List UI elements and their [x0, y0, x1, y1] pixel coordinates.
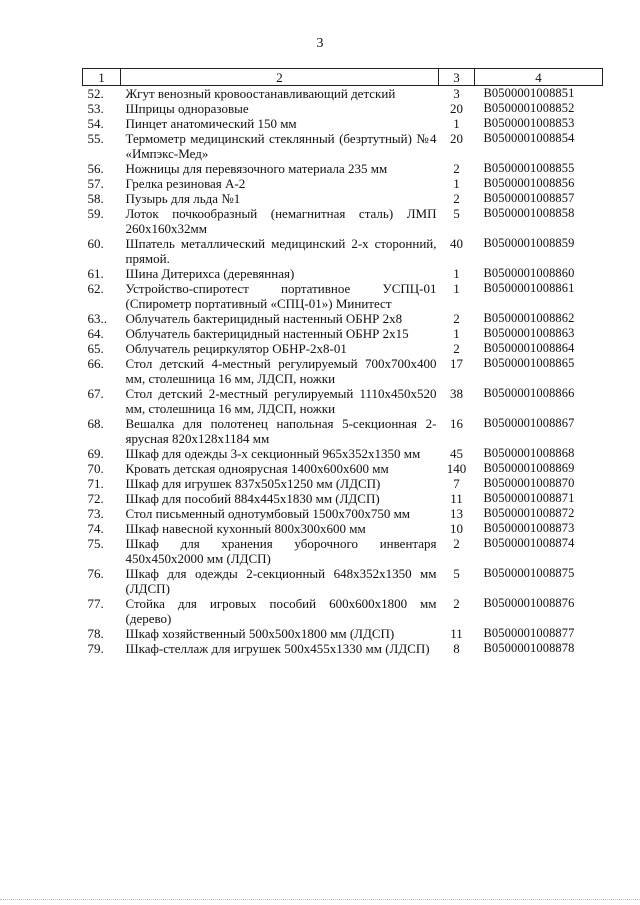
item-inventory-code: B0500001008870 — [483, 476, 575, 490]
item-inventory-code: B0500001008867 — [483, 416, 575, 430]
item-name: Стол письменный однотумбовый 1500х700х750 мм — [125, 506, 411, 521]
item-quantity: 45 — [450, 446, 463, 461]
item-inventory-code: B0500001008869 — [483, 461, 575, 475]
item-inventory-code: B0500001008862 — [483, 311, 575, 325]
item-number: 72. — [87, 491, 104, 506]
page-number: 3 — [316, 36, 324, 51]
item-name: Шпатель металлический медицинский 2-х сторонний, прямой. — [125, 236, 437, 266]
item-number: 55. — [87, 131, 104, 146]
table-row — [83, 536, 603, 566]
item-quantity: 1 — [453, 281, 460, 296]
item-inventory-code: B0500001008877 — [483, 626, 575, 640]
header-col-3: 3 — [439, 69, 475, 86]
item-quantity: 3 — [453, 86, 460, 101]
table-row — [83, 131, 603, 161]
item-number: 68. — [87, 416, 104, 431]
table-row — [83, 461, 603, 476]
inventory-table-container — [82, 68, 602, 656]
table-row — [83, 341, 603, 356]
table-row — [83, 101, 603, 116]
item-number: 59. — [87, 206, 104, 221]
table-body — [83, 86, 603, 657]
item-name: Шкаф для хранения уборочного инвентаря 450х450х2000 мм (ЛДСП) — [125, 536, 437, 566]
item-number: 61. — [87, 266, 104, 281]
inventory-table — [82, 68, 603, 656]
item-number: 71. — [87, 476, 104, 491]
item-name: Шкаф хозяйственный 500х500х1800 мм (ЛДСП) — [125, 626, 395, 641]
item-number: 58. — [87, 191, 104, 206]
item-name: Шкаф для пособий 884х445х1830 мм (ЛДСП) — [125, 491, 380, 506]
header-col-2: 2 — [121, 69, 439, 86]
item-quantity: 16 — [450, 416, 463, 431]
item-inventory-code: B0500001008861 — [483, 281, 575, 295]
item-number: 69. — [87, 446, 104, 461]
item-number: 77. — [87, 596, 104, 611]
item-number: 62. — [87, 281, 104, 296]
item-number: 57. — [87, 176, 104, 191]
item-inventory-code: B0500001008860 — [483, 266, 575, 280]
item-inventory-code: B0500001008858 — [483, 206, 575, 220]
item-quantity: 1 — [453, 266, 460, 281]
item-number: 54. — [87, 116, 104, 131]
table-row — [83, 206, 603, 236]
item-name: Устройство-спиротест портативное УСПЦ-01 (Спирометр портативный «СПЦ-01») Минитест — [125, 281, 437, 311]
item-quantity: 17 — [450, 356, 463, 371]
item-name: Жгут венозный кровоостанавливающий детский — [125, 86, 396, 101]
item-name: Стол детский 2-местный регулируемый 1110х450х520 мм, столешница 16 мм, ЛДСП, ножки — [125, 386, 437, 416]
table-row — [83, 86, 603, 102]
header-row — [83, 69, 603, 86]
item-inventory-code: B0500001008864 — [483, 341, 575, 355]
item-name: Облучатель рециркулятор ОБНР-2х8-01 — [125, 341, 347, 356]
table-row — [83, 641, 603, 656]
item-name: Шкаф для одежды 2-секционный 648х352х1350 мм (ЛДСП) — [125, 566, 437, 596]
item-number: 63.. — [87, 311, 107, 326]
item-quantity: 38 — [450, 386, 463, 401]
header-col-1: 1 — [83, 69, 121, 86]
table-row — [83, 116, 603, 131]
table-row — [83, 626, 603, 641]
table-row — [83, 281, 603, 311]
item-quantity: 1 — [453, 116, 460, 131]
item-quantity: 2 — [453, 161, 460, 176]
item-quantity: 1 — [453, 176, 460, 191]
item-number: 52. — [87, 86, 104, 101]
table-row — [83, 356, 603, 386]
item-number: 70. — [87, 461, 104, 476]
item-inventory-code: B0500001008873 — [483, 521, 575, 535]
item-number: 75. — [87, 536, 104, 551]
item-name: Кровать детская одноярусная 1400х600х600 мм — [125, 461, 389, 476]
item-inventory-code: B0500001008855 — [483, 161, 575, 175]
item-quantity: 2 — [453, 191, 460, 206]
item-name: Облучатель бактерицидный настенный ОБНР 2х15 — [125, 326, 409, 341]
item-quantity: 2 — [453, 536, 460, 551]
item-inventory-code: B0500001008874 — [483, 536, 575, 550]
item-inventory-code: B0500001008876 — [483, 596, 575, 610]
table-row — [83, 161, 603, 176]
item-number: 65. — [87, 341, 104, 356]
table-row — [83, 491, 603, 506]
item-name: Стойка для игровых пособий 600х600х1800 мм (дерево) — [125, 596, 437, 626]
item-number: 76. — [87, 566, 104, 581]
table-row — [83, 446, 603, 461]
table-row — [83, 476, 603, 491]
table-row — [83, 191, 603, 206]
item-name: Пузырь для льда №1 — [125, 191, 241, 206]
item-name: Стол детский 4-местный регулируемый 700х700х400 мм, столешница 16 мм, ЛДСП, ножки — [125, 356, 437, 386]
table-row — [83, 506, 603, 521]
item-quantity: 5 — [453, 206, 460, 221]
item-name: Шкаф-стеллаж для игрушек 500х455х1330 мм (ЛДСП) — [125, 641, 430, 656]
item-number: 56. — [87, 161, 104, 176]
table-row — [83, 416, 603, 446]
item-number: 73. — [87, 506, 104, 521]
item-quantity: 8 — [453, 641, 460, 656]
item-inventory-code: B0500001008859 — [483, 236, 575, 250]
item-name: Вешалка для полотенец напольная 5-секционная 2-ярусная 820х128х1184 мм — [125, 416, 437, 446]
item-inventory-code: B0500001008878 — [483, 641, 575, 655]
item-inventory-code: B0500001008868 — [483, 446, 575, 460]
item-inventory-code: B0500001008857 — [483, 191, 575, 205]
table-row — [83, 326, 603, 341]
item-quantity: 20 — [450, 101, 463, 116]
table-header — [83, 69, 603, 86]
item-quantity: 2 — [453, 596, 460, 611]
item-inventory-code: B0500001008853 — [483, 116, 575, 130]
table-row — [83, 566, 603, 596]
item-name: Шкаф для одежды 3-х секционный 965х352х1350 мм — [125, 446, 421, 461]
item-inventory-code: B0500001008875 — [483, 566, 575, 580]
item-quantity: 7 — [453, 476, 460, 491]
item-quantity: 1 — [453, 326, 460, 341]
table-row — [83, 386, 603, 416]
item-quantity: 40 — [450, 236, 463, 251]
item-quantity: 11 — [450, 491, 463, 506]
table-row — [83, 176, 603, 191]
table-row — [83, 266, 603, 281]
scan-edge-line — [0, 899, 640, 903]
item-name: Лоток почкообразный (немагнитная сталь) ЛМП 260х160х32мм — [125, 206, 437, 236]
item-name: Шкаф для игрушек 837х505х1250 мм (ЛДСП) — [125, 476, 381, 491]
item-name: Термометр медицинский стеклянный (безртутный) №4 «Импэкс-Мед» — [125, 131, 437, 161]
item-inventory-code: B0500001008872 — [483, 506, 575, 520]
item-number: 78. — [87, 626, 104, 641]
item-number: 67. — [87, 386, 104, 401]
item-name: Ножницы для перевязочного материала 235 мм — [125, 161, 388, 176]
item-inventory-code: B0500001008871 — [483, 491, 575, 505]
item-name: Грелка резиновая А-2 — [125, 176, 246, 191]
item-number: 74. — [87, 521, 104, 536]
item-quantity: 10 — [450, 521, 463, 536]
item-number: 64. — [87, 326, 104, 341]
item-name: Шина Дитерихса (деревянная) — [125, 266, 295, 281]
table-row — [83, 236, 603, 266]
item-name: Пинцет анатомический 150 мм — [125, 116, 297, 131]
item-inventory-code: B0500001008865 — [483, 356, 575, 370]
item-number: 66. — [87, 356, 104, 371]
item-number: 60. — [87, 236, 104, 251]
table-row — [83, 596, 603, 626]
item-quantity: 11 — [450, 626, 463, 641]
item-quantity: 5 — [453, 566, 460, 581]
item-quantity: 13 — [450, 506, 463, 521]
table-row — [83, 311, 603, 326]
item-inventory-code: B0500001008852 — [483, 101, 575, 115]
item-quantity: 140 — [446, 461, 467, 476]
item-quantity: 2 — [453, 341, 460, 356]
item-name: Облучатель бактерицидный настенный ОБНР 2х8 — [125, 311, 403, 326]
item-inventory-code: B0500001008854 — [483, 131, 575, 145]
item-quantity: 20 — [450, 131, 463, 146]
item-name: Шкаф навесной кухонный 800х300х600 мм — [125, 521, 366, 536]
table-row — [83, 521, 603, 536]
item-number: 79. — [87, 641, 104, 656]
item-name: Шприцы одноразовые — [125, 101, 249, 116]
item-inventory-code: B0500001008866 — [483, 386, 575, 400]
item-inventory-code: B0500001008851 — [483, 86, 575, 100]
item-quantity: 2 — [453, 311, 460, 326]
item-inventory-code: B0500001008863 — [483, 326, 575, 340]
item-inventory-code: B0500001008856 — [483, 176, 575, 190]
header-col-4: 4 — [475, 69, 603, 86]
item-number: 53. — [87, 101, 104, 116]
